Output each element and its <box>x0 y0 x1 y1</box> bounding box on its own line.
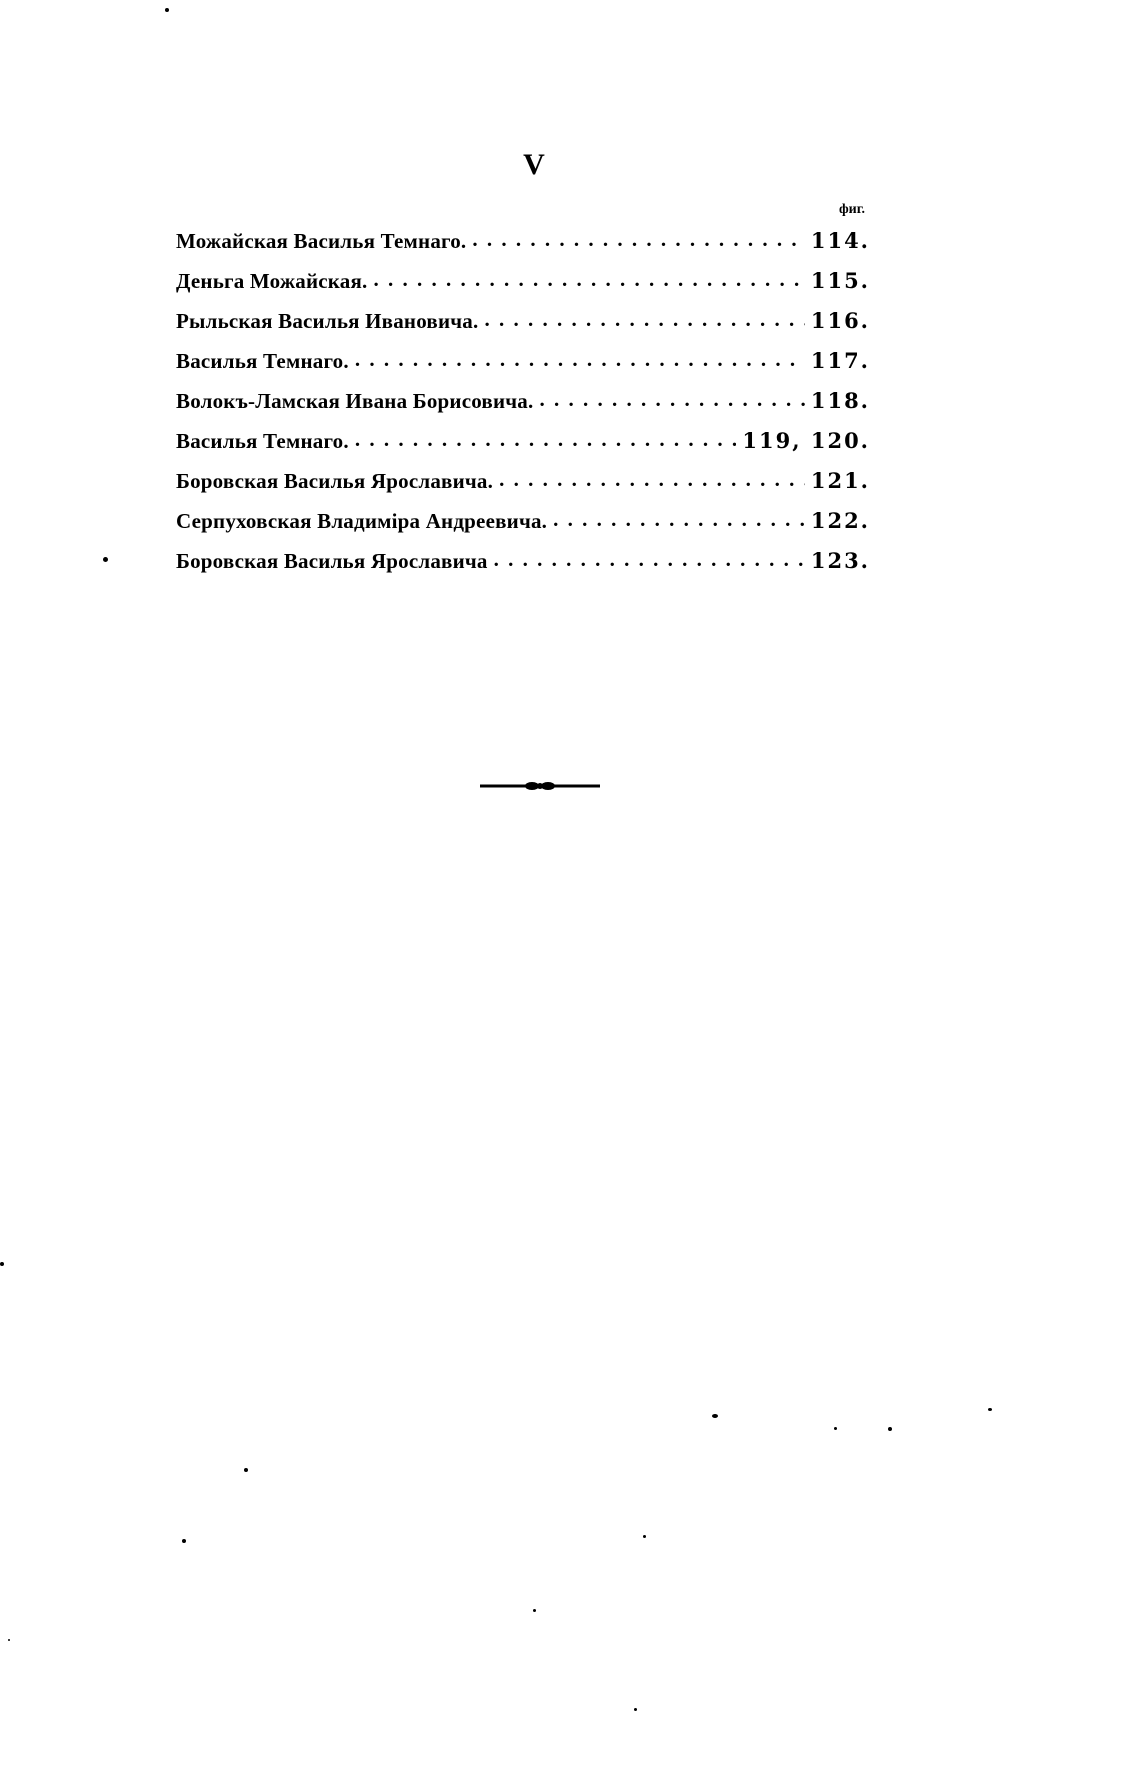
dot-leader <box>499 467 805 492</box>
toc-entry-figure: 119, 120. <box>742 428 870 453</box>
scan-speck <box>0 1262 4 1266</box>
dot-leader <box>539 387 804 412</box>
dot-leader <box>553 507 805 532</box>
toc-entry-figure: 115. <box>810 268 870 293</box>
toc-entry-figure: 114. <box>810 228 870 253</box>
toc-entry <box>176 388 870 428</box>
toc-entry <box>176 548 870 588</box>
scan-speck <box>165 8 169 12</box>
scan-speck <box>888 1427 892 1431</box>
toc-entry-title: Можайская Василья Темнаго. <box>176 229 467 253</box>
dot-leader <box>373 267 804 292</box>
table-of-contents <box>176 228 870 588</box>
toc-entry-title: Серпуховская Владиміра Андреевича. <box>176 509 548 533</box>
toc-entry <box>176 268 870 308</box>
toc-entry-figure: 123. <box>810 548 870 573</box>
toc-entry-title: Василья Темнаго. <box>176 429 349 453</box>
toc-entry <box>176 508 870 548</box>
scan-speck <box>103 557 108 562</box>
end-ornament-divider <box>480 780 600 792</box>
toc-entry <box>176 428 870 468</box>
toc-entry-figure: 118. <box>810 388 870 413</box>
page-number: V <box>523 148 546 181</box>
scan-speck <box>643 1535 646 1538</box>
dot-leader <box>494 547 805 572</box>
toc-entry-title: Василья Темнаго. <box>176 349 349 373</box>
toc-entry <box>176 308 870 348</box>
toc-entry-figure: 116. <box>810 308 870 333</box>
toc-entry-figure: 117. <box>810 348 870 373</box>
toc-entry <box>176 468 870 508</box>
toc-entry-title: Рыльская Василья Ивановича. <box>176 309 479 333</box>
dot-leader <box>355 427 737 452</box>
toc-entry-title: Деньга Можайская. <box>176 269 368 293</box>
scan-speck <box>712 1414 718 1418</box>
dot-leader <box>355 347 805 372</box>
scan-speck <box>8 1639 10 1641</box>
scan-speck <box>834 1427 837 1430</box>
dot-leader <box>472 227 804 252</box>
toc-entry-title: Боровская Василья Ярославича <box>176 549 488 573</box>
toc-entry-figure: 122. <box>810 508 870 533</box>
toc-entry-figure: 121. <box>810 468 870 493</box>
toc-entry <box>176 348 870 388</box>
dot-leader <box>484 307 804 332</box>
toc-entry-title: Боровская Василья Ярославича. <box>176 469 494 493</box>
toc-entry <box>176 228 870 268</box>
scan-speck <box>244 1468 248 1472</box>
toc-entry-title: Волокъ-Ламская Ивана Борисовича. <box>176 389 534 413</box>
scan-speck <box>634 1708 637 1711</box>
figure-column-header: фиг. <box>838 202 865 217</box>
scan-speck <box>988 1408 992 1411</box>
scan-speck <box>533 1609 536 1612</box>
scan-speck <box>182 1539 186 1543</box>
